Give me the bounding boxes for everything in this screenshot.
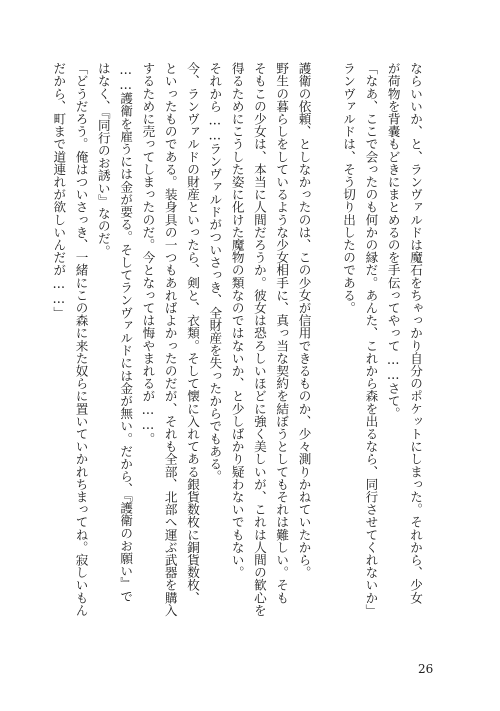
text-line: するために売ってしまったのだ。今となっては悔やまれるが……。 <box>140 62 156 445</box>
text-line: ならいいか、と、ランヴァルドは魔石をちゃっかり自分のポケットにしまった。それから、少女 <box>408 62 423 604</box>
blank-line <box>315 62 337 650</box>
text-line: 護衛の依頼、としなかったのは、この少女が信用できるものか、少々測りかねていたから。 <box>296 62 312 579</box>
page-number: 26 <box>418 662 434 676</box>
text-line: といったものである。装身具の一つもあればよかったのだが、それも全部、北部へ運ぶ武器を購入 <box>162 62 178 617</box>
text-line: 「どうだろう。俺はついさっき、一緒にこの森に来た奴らに置いていかれちまってね。寂しいもん <box>73 62 89 617</box>
text-line: そもこの少女は、本当に人間だろうか。彼女は恐ろしいほどに強く美しいが、これは人間の歓心を <box>251 62 267 617</box>
text-line: はなく、『同行のお誘い』なのだ。 <box>95 62 111 258</box>
text-line: が荷物を背嚢もどきにまとめるのを手伝ってやって……さて。 <box>385 62 401 420</box>
text-line: ランヴァルドは、そう切り出したのである。 <box>341 62 357 314</box>
text-line: 得るためにこうした姿に化けた魔物の類なのではないか、と少しばかり疑わないでもない。 <box>229 62 245 579</box>
text-line: 野生の暮らしをしているような少女相手に、真っ当な契約を結ぼうとしてもそれは難しい。そも <box>274 62 290 604</box>
text-line: 「なあ、ここで会ったのも何かの縁だ。あんた、これから森を出るなら、同行させてくれないか」 <box>363 62 379 617</box>
text-line: 今、ランヴァルドの財産といったら、剣と、衣類。そして懐に入れてある銀貨数枚に銅貨数枚、 <box>185 62 201 604</box>
text-line: ……護衛を雇うには金が要る。そしてランヴァルドには金が無い。だから、『護衛のお願い』で <box>118 62 134 603</box>
text-line: それから……ランヴァルドがついさっき、全財産を失ったからでもある。 <box>207 62 223 483</box>
text-line: だから、町まで道連れが欲しいんだが……」 <box>51 62 67 319</box>
vertical-text-body <box>51 62 426 650</box>
